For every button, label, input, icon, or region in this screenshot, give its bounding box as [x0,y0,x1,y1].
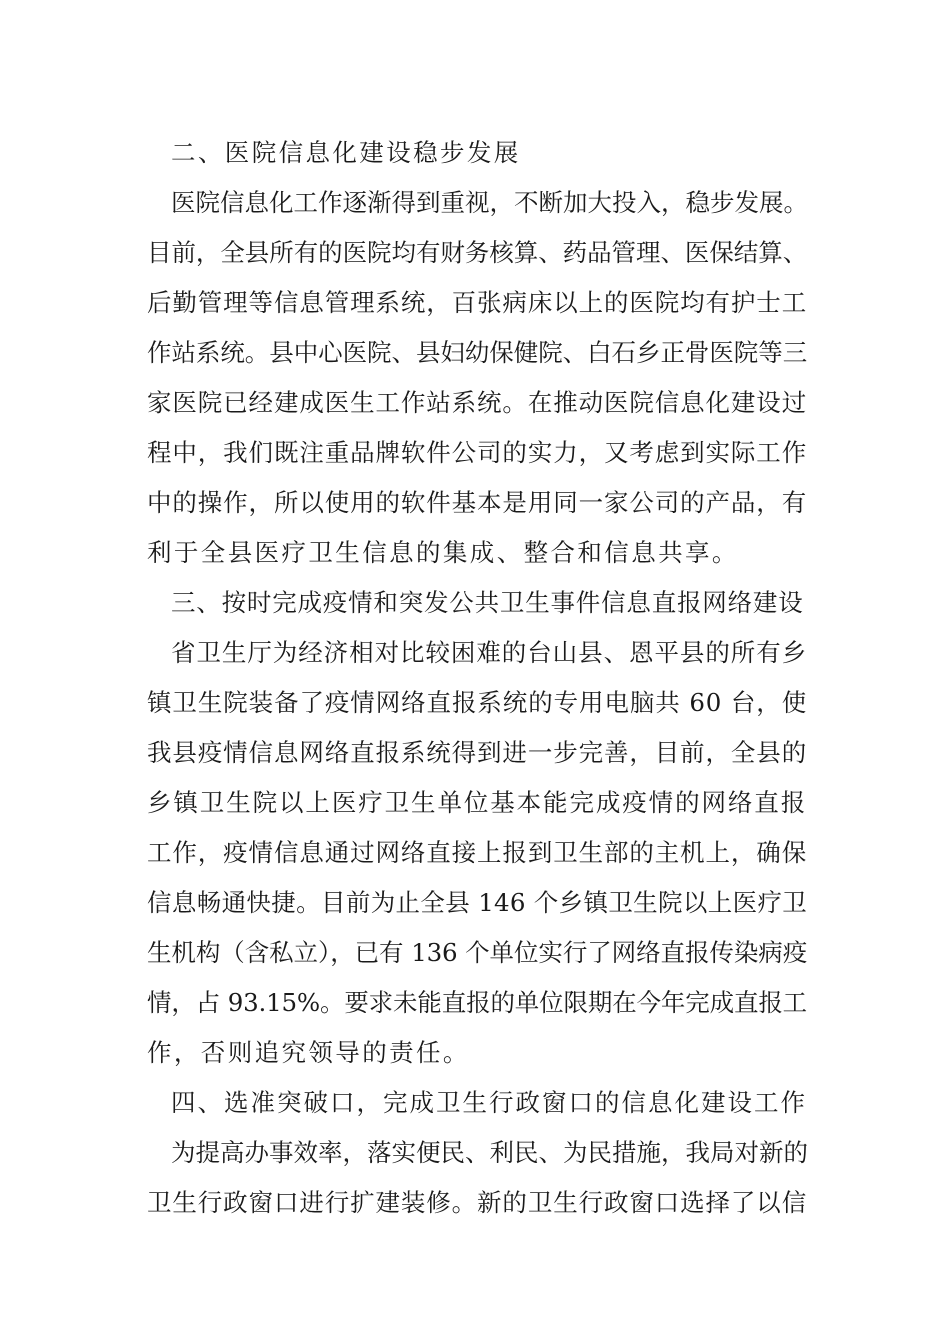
paragraph-line: 医院信息化工作逐渐得到重视，不断加大投入，稳步发展。 [171,188,808,217]
paragraph-line: 中的操作，所以使用的软件基本是用同一家公司的产品，有 [147,488,807,517]
section-heading-2: 二、医院信息化建设稳步发展 [171,138,521,167]
paragraph-line: 为提高办事效率，落实便民、利民、为民措施，我局对新的 [171,1138,808,1167]
paragraph-line: 我县疫情信息网络直报系统得到进一步完善，目前，全县的 [147,738,807,767]
paragraph-line: 信息畅通快捷。目前为止全县 146 个乡镇卫生院以上医疗卫 [147,888,807,917]
paragraph-line: 镇卫生院装备了疫情网络直报系统的专用电脑共 60 台，使 [147,688,807,717]
paragraph-line: 作，否则追究领导的责任。 [147,1038,470,1067]
paragraph-line: 作站系统。县中心医院、县妇幼保健院、白石乡正骨医院等三 [147,338,807,367]
paragraph-line: 目前，全县所有的医院均有财务核算、药品管理、医保结算、 [147,238,807,267]
paragraph-line: 省卫生厅为经济相对比较困难的台山县、恩平县的所有乡 [171,638,807,667]
paragraph-line: 情，占 93.15%。要求未能直报的单位限期在今年完成直报工 [147,988,807,1017]
section-heading-4: 四、选准突破口，完成卫生行政窗口的信息化建设工作 [171,1088,807,1117]
paragraph-line: 生机构（含私立），已有 136 个单位实行了网络直报传染病疫 [147,938,807,967]
paragraph-line: 利于全县医疗卫生信息的集成、整合和信息共享。 [147,538,739,567]
section-heading-3: 三、按时完成疫情和突发公共卫生事件信息直报网络建设 [171,588,804,617]
paragraph-line: 家医院已经建成医生工作站系统。在推动医院信息化建设过 [147,388,807,417]
paragraph-line: 程中，我们既注重品牌软件公司的实力，又考虑到实际工作 [147,438,807,467]
paragraph-line: 后勤管理等信息管理系统，百张病床以上的医院均有护士工 [147,288,807,317]
paragraph-line: 卫生行政窗口进行扩建装修。新的卫生行政窗口选择了以信 [147,1188,807,1217]
paragraph-line: 乡镇卫生院以上医疗卫生单位基本能完成疫情的网络直报 [147,788,807,817]
paragraph-line: 工作，疫情信息通过网络直接上报到卫生部的主机上，确保 [147,838,807,867]
document-body [147,128,807,1228]
